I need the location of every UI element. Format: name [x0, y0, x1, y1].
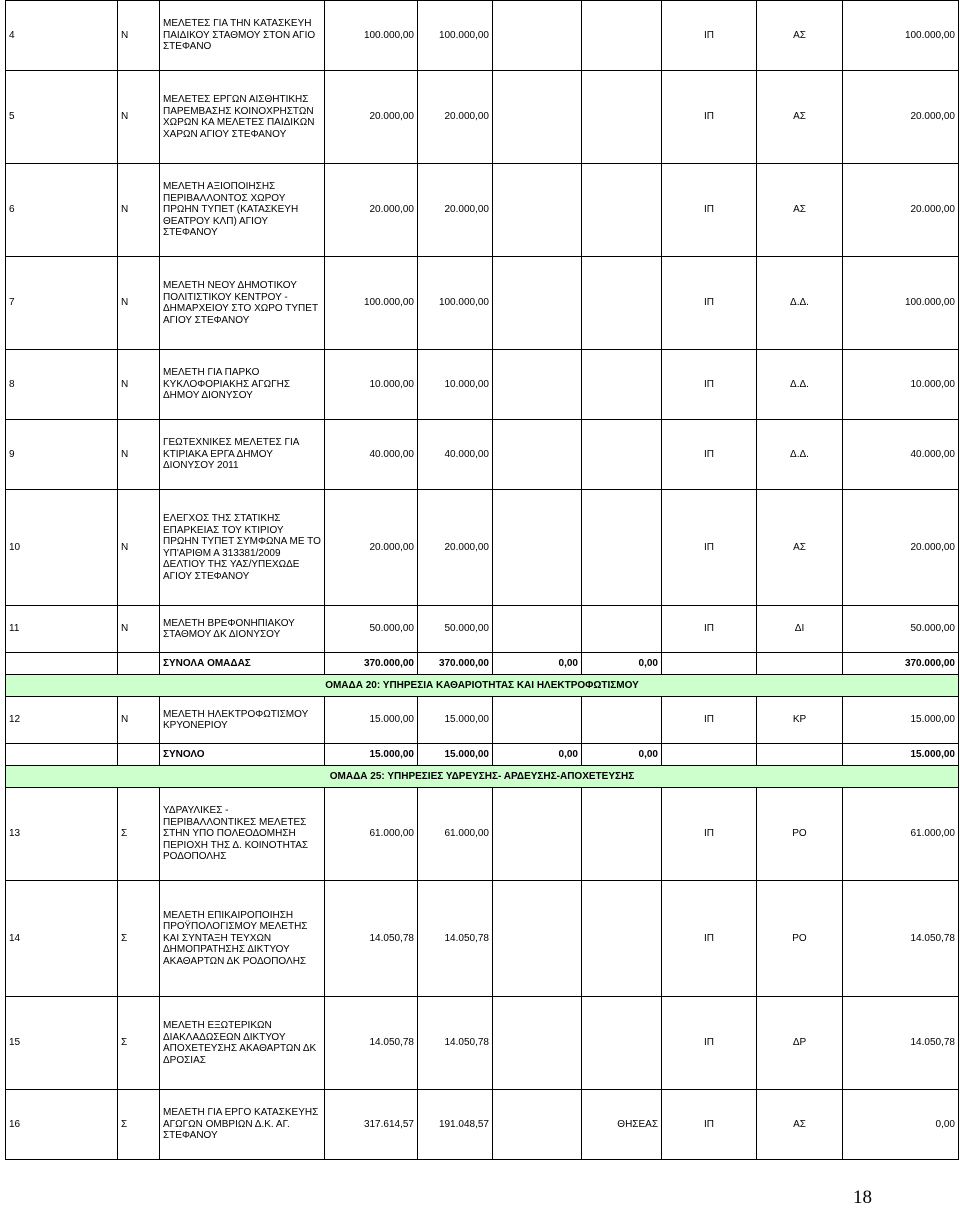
row-type: Σ: [118, 788, 160, 881]
row-col3: [493, 420, 582, 490]
row-amount: 20.000,00: [418, 164, 493, 257]
sum-label: ΣΥΝΟΛΑ ΟΜΑΔΑΣ: [160, 653, 325, 675]
row-code: ΚΡ: [757, 697, 843, 744]
row-description: ΜΕΛΕΤΕΣ ΓΙΑ ΤΗΝ ΚΑΤΑΣΚΕΥΗ ΠΑΙΔΙΚΟΥ ΣΤΑΘΜΟΥ ΣΤΟΝ ΑΓΙΟ ΣΤΕΦΑΝΟ: [160, 1, 325, 71]
blank-cell: [662, 653, 757, 675]
row-amount: 15.000,00: [418, 697, 493, 744]
blank-cell: [6, 744, 118, 766]
row-description: ΜΕΛΕΤΗ ΑΞΙΟΠΟΙΗΣΗΣ ΠΕΡΙΒΑΛΛΟΝΤΟΣ ΧΩΡΟΥ ΠΡΩΗΝ ΤΥΠΕΤ (ΚΑΤΑΣΚΕΥΗ ΘΕΑΤΡΟΥ ΚΛΠ) ΑΓΙΟΥ ΣΤΕΦΑΝΟΥ: [160, 164, 325, 257]
table-row: [6, 997, 959, 1090]
row-col4: [582, 997, 662, 1090]
row-total: 15.000,00: [843, 697, 959, 744]
table-row: [6, 490, 959, 606]
row-number: 7: [6, 257, 118, 350]
row-description: ΓΕΩΤΕΧΝΙΚΕΣ ΜΕΛΕΤΕΣ ΓΙΑ ΚΤΙΡΙΑΚΑ ΕΡΓΑ ΔΗΜΟΥ ΔΙΟΝΥΣΟΥ 2011: [160, 420, 325, 490]
table-row: [6, 881, 959, 997]
group-title: ΟΜΑΔΑ 20: ΥΠΗΡΕΣΙΑ ΚΑΘΑΡΙΟΤΗΤΑΣ ΚΑΙ ΗΛΕΚΤΡΟΦΩΤΙΣΜΟΥ: [6, 675, 959, 697]
row-source: ΙΠ: [662, 71, 757, 164]
row-source: ΙΠ: [662, 490, 757, 606]
sum-amount: 370.000,00: [418, 653, 493, 675]
row-type: Ν: [118, 697, 160, 744]
group-total-row: [6, 653, 959, 675]
table-row: [6, 697, 959, 744]
row-budget: 20.000,00: [325, 71, 418, 164]
row-number: 6: [6, 164, 118, 257]
row-source: ΙΠ: [662, 257, 757, 350]
row-source: ΙΠ: [662, 164, 757, 257]
row-budget: 20.000,00: [325, 490, 418, 606]
row-source: ΙΠ: [662, 350, 757, 420]
row-code: Δ.Δ.: [757, 420, 843, 490]
row-source: ΙΠ: [662, 606, 757, 653]
budget-table: [5, 0, 959, 1160]
row-col3: [493, 697, 582, 744]
row-total: 61.000,00: [843, 788, 959, 881]
row-type: Ν: [118, 420, 160, 490]
row-description: ΜΕΛΕΤΗ ΓΙΑ ΠΑΡΚΟ ΚΥΚΛΟΦΟΡΙΑΚΗΣ ΑΓΩΓΗΣ ΔΗΜΟΥ ΔΙΟΝΥΣΟΥ: [160, 350, 325, 420]
row-description: ΜΕΛΕΤΗ ΒΡΕΦΟΝΗΠΙΑΚΟΥ ΣΤΑΘΜΟΥ ΔΚ ΔΙΟΝΥΣΟΥ: [160, 606, 325, 653]
row-col3: [493, 490, 582, 606]
row-budget: 100.000,00: [325, 257, 418, 350]
row-code: ΡΟ: [757, 881, 843, 997]
row-code: ΔΡ: [757, 997, 843, 1090]
row-amount: 50.000,00: [418, 606, 493, 653]
row-number: 13: [6, 788, 118, 881]
row-number: 10: [6, 490, 118, 606]
row-code: ΑΣ: [757, 71, 843, 164]
row-type: Ν: [118, 350, 160, 420]
row-amount: 14.050,78: [418, 997, 493, 1090]
row-total: 100.000,00: [843, 1, 959, 71]
blank-cell: [757, 744, 843, 766]
table-row: [6, 1090, 959, 1160]
row-budget: 14.050,78: [325, 997, 418, 1090]
table-row: [6, 71, 959, 164]
row-amount: 14.050,78: [418, 881, 493, 997]
row-col3: [493, 350, 582, 420]
blank-cell: [118, 744, 160, 766]
group-header-row: [6, 766, 959, 788]
table-row: [6, 164, 959, 257]
table-row: [6, 350, 959, 420]
row-col4: [582, 71, 662, 164]
row-col4: [582, 490, 662, 606]
row-type: Ν: [118, 1, 160, 71]
row-number: 9: [6, 420, 118, 490]
row-description: ΜΕΛΕΤΗ ΝΕΟΥ ΔΗΜΟΤΙΚΟΥ ΠΟΛΙΤΙΣΤΙΚΟΥ ΚΕΝΤΡΟΥ - ΔΗΜΑΡΧΕΙΟΥ ΣΤΟ ΧΩΡΟ ΤΥΠΕΤ ΑΓΙΟΥ ΣΤΕΦΑΝΟΥ: [160, 257, 325, 350]
row-description: ΜΕΛΕΤΗ ΕΞΩΤΕΡΙΚΩΝ ΔΙΑΚΛΑΔΩΣΕΩΝ ΔΙΚΤΥΟΥ ΑΠΟΧΕΤΕΥΣΗΣ ΑΚΑΘΑΡΤΩΝ ΔΚ ΔΡΟΣΙΑΣ: [160, 997, 325, 1090]
row-col4: [582, 1, 662, 71]
row-col3: [493, 71, 582, 164]
row-type: Ν: [118, 71, 160, 164]
row-description: ΥΔΡΑΥΛΙΚΕΣ - ΠΕΡΙΒΑΛΛΟΝΤΙΚΕΣ ΜΕΛΕΤΕΣ ΣΤΗΝ ΥΠΟ ΠΟΛΕΟΔΟΜΗΣΗ ΠΕΡΙΟΧΗ ΤΗΣ Δ. ΚΟΙΝΟΤΗΤΑΣ ΡΟΔΟΠΟΛΗΣ: [160, 788, 325, 881]
sum-total: 15.000,00: [843, 744, 959, 766]
sum-budget: 15.000,00: [325, 744, 418, 766]
row-code: ΔΙ: [757, 606, 843, 653]
row-source: ΙΠ: [662, 1, 757, 71]
row-number: 8: [6, 350, 118, 420]
row-total: 100.000,00: [843, 257, 959, 350]
row-amount: 20.000,00: [418, 71, 493, 164]
row-code: ΑΣ: [757, 164, 843, 257]
sum-col3: 0,00: [493, 653, 582, 675]
row-code: ΡΟ: [757, 788, 843, 881]
row-budget: 100.000,00: [325, 1, 418, 71]
row-col3: [493, 257, 582, 350]
group-title: ΟΜΑΔΑ 25: ΥΠΗΡΕΣΙΕΣ ΥΔΡΕΥΣΗΣ- ΑΡΔΕΥΣΗΣ-ΑΠΟΧΕΤΕΥΣΗΣ: [6, 766, 959, 788]
row-col4: ΘΗΣΕΑΣ: [582, 1090, 662, 1160]
blank-cell: [118, 653, 160, 675]
row-col4: [582, 697, 662, 744]
row-code: Δ.Δ.: [757, 257, 843, 350]
row-code: ΑΣ: [757, 1, 843, 71]
sum-budget: 370.000,00: [325, 653, 418, 675]
row-col3: [493, 881, 582, 997]
row-total: 40.000,00: [843, 420, 959, 490]
row-col3: [493, 997, 582, 1090]
row-budget: 15.000,00: [325, 697, 418, 744]
row-type: Σ: [118, 997, 160, 1090]
row-code: ΑΣ: [757, 1090, 843, 1160]
row-col4: [582, 881, 662, 997]
row-type: Ν: [118, 164, 160, 257]
row-total: 20.000,00: [843, 164, 959, 257]
row-number: 12: [6, 697, 118, 744]
row-col4: [582, 788, 662, 881]
row-amount: 100.000,00: [418, 1, 493, 71]
table-row: [6, 420, 959, 490]
row-description: ΜΕΛΕΤΗ ΗΛΕΚΤΡΟΦΩΤΙΣΜΟΥ ΚΡΥΟΝΕΡΙΟΥ: [160, 697, 325, 744]
row-amount: 40.000,00: [418, 420, 493, 490]
row-amount: 100.000,00: [418, 257, 493, 350]
page-number: 18: [853, 1187, 872, 1208]
row-number: 14: [6, 881, 118, 997]
row-total: 0,00: [843, 1090, 959, 1160]
row-source: ΙΠ: [662, 697, 757, 744]
row-col3: [493, 1090, 582, 1160]
row-type: Σ: [118, 1090, 160, 1160]
sum-col4: 0,00: [582, 653, 662, 675]
sum-amount: 15.000,00: [418, 744, 493, 766]
blank-cell: [757, 653, 843, 675]
group-total-row: [6, 744, 959, 766]
row-type: Σ: [118, 881, 160, 997]
row-number: 5: [6, 71, 118, 164]
row-number: 15: [6, 997, 118, 1090]
row-budget: 317.614,57: [325, 1090, 418, 1160]
row-description: ΜΕΛΕΤΗ ΕΠΙΚΑΙΡΟΠΟΙΗΣΗ ΠΡΟΫΠΟΛΟΓΙΣΜΟΥ ΜΕΛΕΤΗΣ ΚΑΙ ΣΥΝΤΑΞΗ ΤΕΥΧΩΝ ΔΗΜΟΠΡΑΤΗΣΗΣ ΔΙΚΤΥΟΥ ΑΚΑΘΑΡΤΩΝ ΔΚ ΡΟΔΟΠΟΛΗΣ: [160, 881, 325, 997]
sum-label: ΣΥΝΟΛΟ: [160, 744, 325, 766]
row-total: 14.050,78: [843, 997, 959, 1090]
row-col3: [493, 788, 582, 881]
row-amount: 10.000,00: [418, 350, 493, 420]
row-number: 4: [6, 1, 118, 71]
row-type: Ν: [118, 257, 160, 350]
row-col4: [582, 164, 662, 257]
row-description: ΜΕΛΕΤΕΣ ΕΡΓΩΝ ΑΙΣΘΗΤΙΚΗΣ ΠΑΡΕΜΒΑΣΗΣ ΚΟΙΝΟΧΡΗΣΤΩΝ ΧΩΡΩΝ ΚΑ ΜΕΛΕΤΕΣ ΠΑΙΔΙΚΩΝ ΧΑΡΩΝ ΑΓΙΟΥ ΣΤΕΦΑΝΟΥ: [160, 71, 325, 164]
row-source: ΙΠ: [662, 1090, 757, 1160]
row-description: ΜΕΛΕΤΗ ΓΙΑ ΕΡΓΟ ΚΑΤΑΣΚΕΥΗΣ ΑΓΩΓΩΝ ΟΜΒΡΙΩΝ Δ.Κ. ΑΓ. ΣΤΕΦΑΝΟΥ: [160, 1090, 325, 1160]
row-description: ΕΛΕΓΧΟΣ ΤΗΣ ΣΤΑΤΙΚΗΣ ΕΠΑΡΚΕΙΑΣ ΤΟΥ ΚΤΙΡΙΟΥ ΠΡΩΗΝ ΤΥΠΕΤ ΣΥΜΦΩΝΑ ΜΕ ΤΟ ΥΠ'ΑΡΙΘΜ Α 313381/2009 ΔΕΛΤΙΟΥ ΤΗΣ ΥΑΣ/ΥΠΕΧΩΔΕ ΑΓΙΟΥ ΣΤΕΦΑΝΟΥ: [160, 490, 325, 606]
sum-col4: 0,00: [582, 744, 662, 766]
row-type: Ν: [118, 606, 160, 653]
row-budget: 20.000,00: [325, 164, 418, 257]
row-col4: [582, 420, 662, 490]
row-source: ΙΠ: [662, 420, 757, 490]
row-col3: [493, 606, 582, 653]
row-budget: 61.000,00: [325, 788, 418, 881]
row-source: ΙΠ: [662, 788, 757, 881]
row-amount: 61.000,00: [418, 788, 493, 881]
row-number: 11: [6, 606, 118, 653]
group-header-row: [6, 675, 959, 697]
row-col4: [582, 257, 662, 350]
table-row: [6, 1, 959, 71]
blank-cell: [662, 744, 757, 766]
table-row: [6, 788, 959, 881]
row-col4: [582, 350, 662, 420]
row-budget: 14.050,78: [325, 881, 418, 997]
row-budget: 50.000,00: [325, 606, 418, 653]
sum-total: 370.000,00: [843, 653, 959, 675]
row-type: Ν: [118, 490, 160, 606]
row-number: 16: [6, 1090, 118, 1160]
row-col3: [493, 1, 582, 71]
row-source: ΙΠ: [662, 997, 757, 1090]
row-code: ΑΣ: [757, 490, 843, 606]
row-total: 14.050,78: [843, 881, 959, 997]
row-col3: [493, 164, 582, 257]
row-amount: 20.000,00: [418, 490, 493, 606]
row-total: 20.000,00: [843, 71, 959, 164]
row-total: 10.000,00: [843, 350, 959, 420]
row-total: 50.000,00: [843, 606, 959, 653]
row-total: 20.000,00: [843, 490, 959, 606]
row-amount: 191.048,57: [418, 1090, 493, 1160]
row-budget: 10.000,00: [325, 350, 418, 420]
row-col4: [582, 606, 662, 653]
blank-cell: [6, 653, 118, 675]
table-row: [6, 606, 959, 653]
row-code: Δ.Δ.: [757, 350, 843, 420]
table-row: [6, 257, 959, 350]
sum-col3: 0,00: [493, 744, 582, 766]
row-budget: 40.000,00: [325, 420, 418, 490]
row-source: ΙΠ: [662, 881, 757, 997]
